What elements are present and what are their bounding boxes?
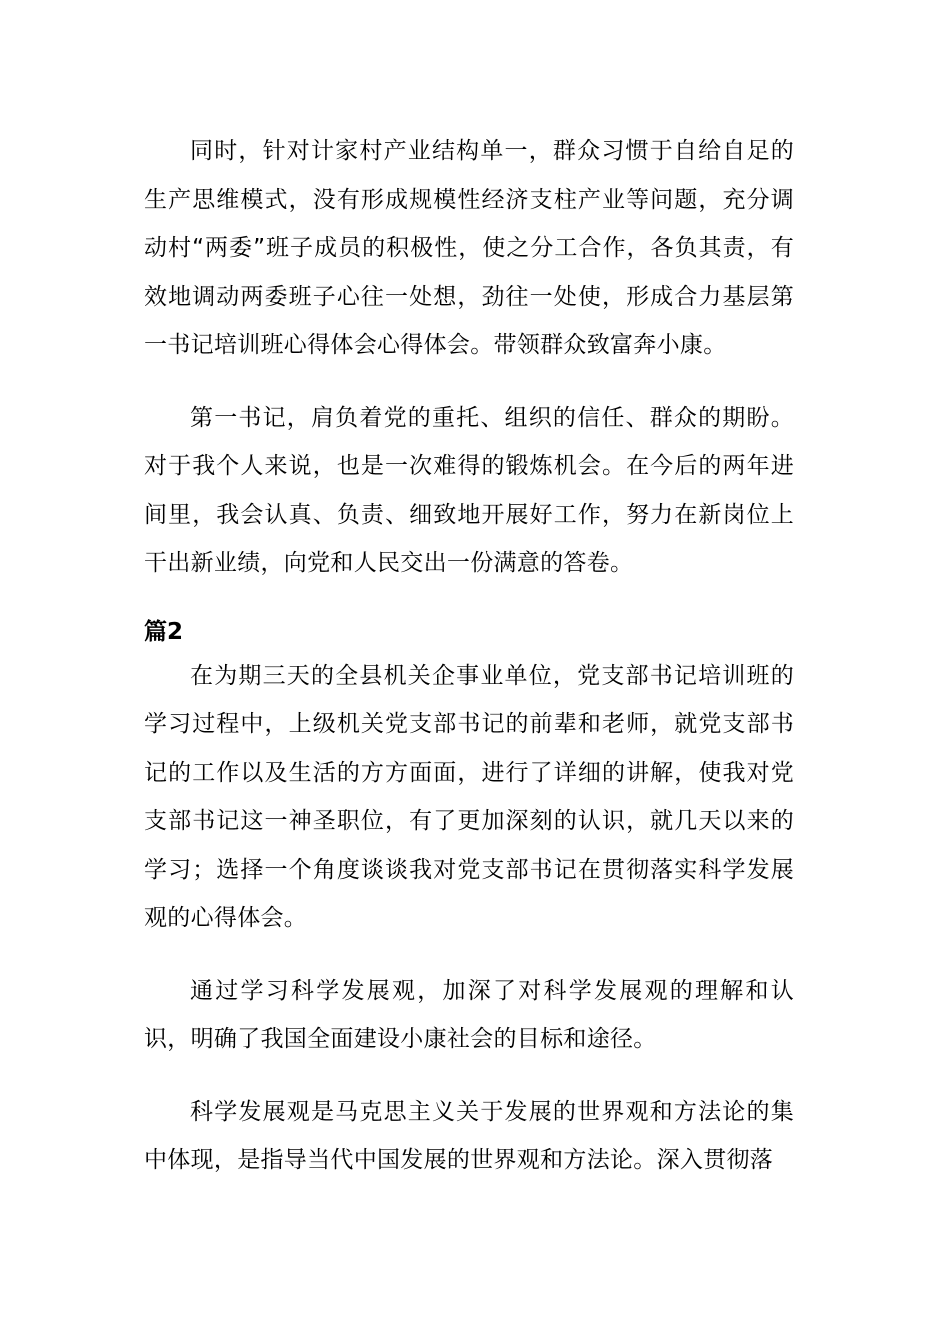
paragraph: 同时，针对计家村产业结构单一，群众习惯于自给自足的生产思维模式，没有形成规模性经济支柱产业等问题，充分调动村“两委”班子成员的积极性，使之分工合作，各负其责，有效地调动两委班子心往一处想，劲往一处使，形成合力基层第一书记培训班心得体会心得体会。带领群众致富奔小康。 — [144, 138, 794, 358]
document-page — [144, 127, 794, 1209]
paragraph: 通过学习科学发展观，加深了对科学发展观的理解和认识，明确了我国全面建设小康社会的目标和途径。 — [144, 977, 794, 1052]
section-heading: 篇2 — [144, 618, 184, 645]
paragraph: 第一书记，肩负着党的重托、组织的信任、群众的期盼。对于我个人来说，也是一次难得的锻炼机会。在今后的两年进间里，我会认真、负责、细致地开展好工作，努力在新岗位上干出新业绩，向党和人民交出一份满意的答卷。 — [144, 404, 794, 576]
paragraph: 科学发展观是马克思主义关于发展的世界观和方法论的集中体现，是指导当代中国发展的世界观和方法论。深入贯彻落 — [144, 1098, 794, 1173]
paragraph: 在为期三天的全县机关企事业单位，党支部书记培训班的学习过程中，上级机关党支部书记的前辈和老师，就党支部书记的工作以及生活的方方面面，进行了详细的讲解，使我对党支部书记这一神圣职位，有了更加深刻的认识，就几天以来的学习；选择一个角度谈谈我对党支部书记在贯彻落实科学发展观的心得体会。 — [144, 662, 794, 931]
